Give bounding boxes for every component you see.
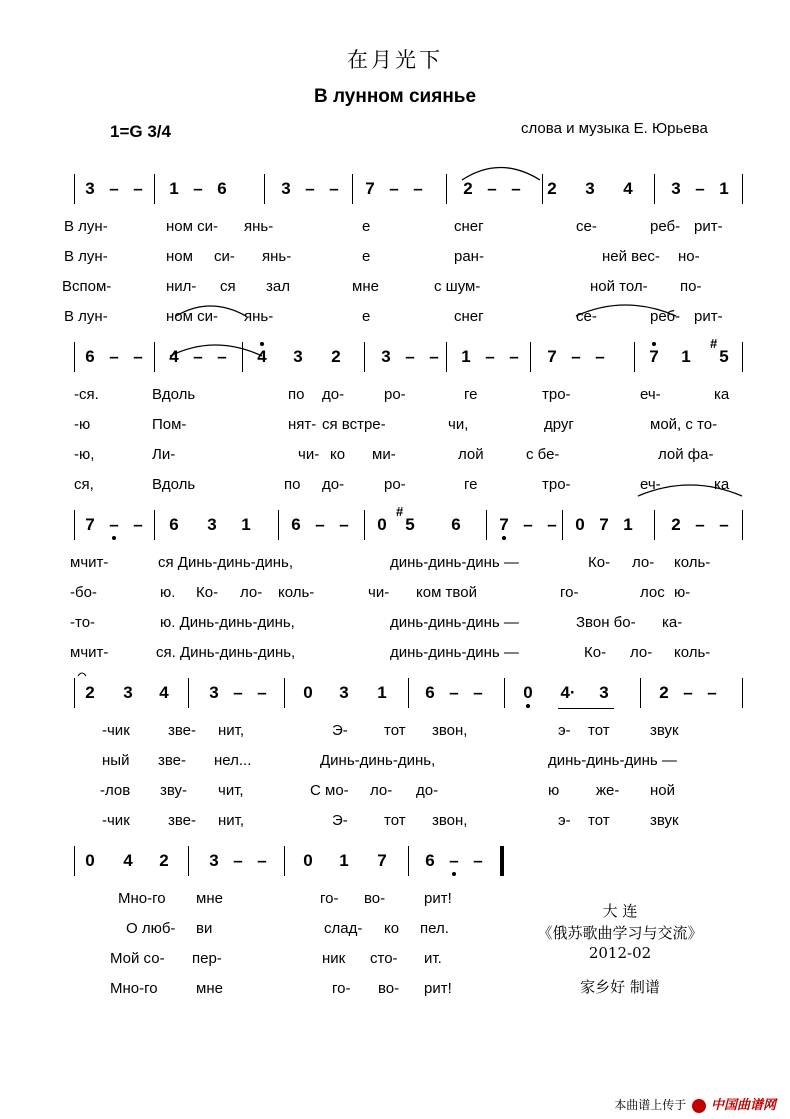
lyric-syllable: го- <box>320 890 339 907</box>
dash: – <box>233 683 243 702</box>
lyric-syllable: Ко- <box>588 554 611 571</box>
lyric-syllable: В лун- <box>64 218 108 235</box>
dash: – <box>109 515 119 534</box>
lyric-syllable: ной тол- <box>590 278 648 295</box>
lyric-syllable: В лун- <box>64 308 108 325</box>
dash: – <box>233 851 243 870</box>
dash: – <box>707 683 717 702</box>
lyric-syllable: коль- <box>674 644 711 661</box>
lyric-syllable: ге <box>464 386 478 403</box>
lyric-syllable: нит, <box>218 812 245 829</box>
note: 3 <box>671 179 681 198</box>
lyric-syllable: коль- <box>674 554 711 571</box>
lyric-syllable: ю. <box>160 584 176 601</box>
lyric-syllable: ник <box>322 950 346 967</box>
lyric-syllable: но- <box>678 248 700 265</box>
sharp-sign: # <box>710 336 718 351</box>
lyric-syllable: динь-динь-динь — <box>390 644 519 661</box>
dash: – <box>473 851 483 870</box>
lyric-syllable: снег <box>454 308 484 325</box>
note: 1 <box>169 179 179 198</box>
lyric-syllable: тот <box>588 722 610 739</box>
lyric-syllable: мчит- <box>70 554 109 571</box>
lyric-syllable: ся Динь-динь-динь, <box>158 554 294 571</box>
lyric-syllable: -чик <box>102 812 130 829</box>
lyric-syllable: нят- <box>288 416 317 433</box>
signature-date: 2012-02 <box>588 944 652 962</box>
note: 6 <box>425 683 435 702</box>
lyric-syllable: тот <box>384 722 406 739</box>
lyric-syllable: -лов <box>100 782 131 799</box>
footer <box>614 1094 776 1113</box>
slur <box>170 345 262 356</box>
lyric-syllable: рит- <box>694 308 723 325</box>
dash: – <box>315 515 325 534</box>
lyric-syllable: ный <box>102 752 130 769</box>
lyric-syllable: тот <box>384 812 406 829</box>
lyric-syllable: тот <box>588 812 610 829</box>
dash: – <box>389 179 399 198</box>
lyric-syllable: динь-динь-динь — <box>390 614 519 631</box>
lyric-syllable: Ко- <box>584 644 607 661</box>
dash: – <box>413 179 423 198</box>
lyric-syllable: мне <box>196 980 223 997</box>
lyric-syllable: си- <box>214 248 235 265</box>
note: 5 <box>719 347 729 366</box>
lyric-syllable: во- <box>378 980 400 997</box>
note: 0 <box>85 851 95 870</box>
slur <box>462 168 540 181</box>
note: 0 <box>377 515 387 534</box>
dash: – <box>305 179 315 198</box>
note: 4 <box>257 347 267 366</box>
dash: – <box>473 683 483 702</box>
lyric-syllable: ге <box>464 476 478 493</box>
lyric-syllable: тро- <box>542 476 571 493</box>
lyric-syllable: звук <box>650 812 679 829</box>
lyric-syllable: динь-динь-динь — <box>390 554 519 571</box>
lyric-syllable: Мой со- <box>110 950 165 967</box>
note: 0 <box>523 683 533 702</box>
lyric-syllable: друг <box>544 416 574 433</box>
note: 0 <box>575 515 585 534</box>
lyric-syllable: нил- <box>166 278 197 295</box>
signature-city: 大 连 <box>602 902 638 920</box>
lyric-syllable: Пом- <box>152 416 187 433</box>
lyric-syllable: реб- <box>650 308 681 325</box>
note: 2 <box>85 683 95 702</box>
note: 2 <box>671 515 681 534</box>
lyric-syllable: -ю <box>74 416 91 433</box>
signature-group: 《俄苏歌曲学习与交流》 <box>537 924 703 942</box>
note: 3 <box>381 347 391 366</box>
lyric-syllable: мне <box>352 278 379 295</box>
lyric-syllable: ном си- <box>166 308 218 325</box>
lyric-syllable: до- <box>416 782 439 799</box>
dash: – <box>695 179 705 198</box>
dash: – <box>511 179 521 198</box>
lyric-syllable: ка- <box>662 614 683 631</box>
lyric-syllable: ся, <box>74 476 94 493</box>
note: 7 <box>499 515 509 534</box>
lyric-syllable: коль- <box>278 584 315 601</box>
note: 4· <box>560 683 576 702</box>
lyric-syllable: ро- <box>384 386 406 403</box>
lyric-syllable: ло- <box>630 644 653 661</box>
note: 2 <box>331 347 341 366</box>
lyric-syllable: ся встре- <box>322 416 386 433</box>
lyric-syllable: зву- <box>160 782 188 799</box>
note: 3 <box>281 179 291 198</box>
lyric-syllable: чи, <box>448 416 469 433</box>
dash: – <box>193 179 203 198</box>
lyric-syllable: ка <box>714 386 730 403</box>
lyric-syllable: Мно-го <box>118 890 166 907</box>
lyric-syllable: зве- <box>158 752 187 769</box>
lyric-syllable: Звон бо- <box>576 614 636 631</box>
note: 3 <box>85 179 95 198</box>
note: 1 <box>719 179 729 198</box>
dash: – <box>595 347 605 366</box>
lyric-syllable: Э- <box>332 812 348 829</box>
lyric-syllable: мчит- <box>70 644 109 661</box>
lyric-syllable: ся. Динь-динь-динь, <box>156 644 296 661</box>
lyric-syllable: до- <box>322 386 345 403</box>
key-signature: 1=G 3/4 <box>110 122 171 141</box>
title-chinese: 在月光下 <box>347 48 443 72</box>
lyric-syllable: Э- <box>332 722 348 739</box>
note: 6 <box>217 179 227 198</box>
lyric-syllable: ка <box>714 476 730 493</box>
note: 1 <box>623 515 633 534</box>
note: 7 <box>365 179 375 198</box>
lyric-syllable: нел... <box>214 752 252 769</box>
lyric-syllable: снег <box>454 218 484 235</box>
lyric-syllable: ко <box>330 446 346 463</box>
lyric-syllable: зве- <box>168 812 197 829</box>
lyric-syllable: рит! <box>424 890 452 907</box>
lyric-syllable: лос <box>640 584 665 601</box>
dash: – <box>719 515 729 534</box>
note: 7 <box>377 851 387 870</box>
lyric-syllable: янь- <box>244 308 274 325</box>
note: 6 <box>85 347 95 366</box>
note: 3 <box>599 683 609 702</box>
lyric-syllable: еч- <box>640 476 661 493</box>
dash: – <box>571 347 581 366</box>
lyric-syllable: чи- <box>298 446 320 463</box>
lyric-syllable: ся <box>220 278 236 295</box>
lyric-syllable: ло- <box>370 782 393 799</box>
signature-author: 家乡好 制谱 <box>580 978 660 996</box>
lyric-syllable: слад- <box>324 920 363 937</box>
lyric-syllable: звон, <box>432 722 468 739</box>
lyric-syllable: е <box>362 218 371 235</box>
dash: – <box>509 347 519 366</box>
note: 3 <box>207 515 217 534</box>
dash: – <box>109 347 119 366</box>
lyric-syllable: ю <box>548 782 560 799</box>
note: 1 <box>339 851 349 870</box>
lyric-syllable: э- <box>558 722 571 739</box>
lyric-syllable: же- <box>596 782 620 799</box>
note: 3 <box>293 347 303 366</box>
dash: – <box>429 347 439 366</box>
lyric-syllable: по <box>288 386 305 403</box>
lyric-syllable: еч- <box>640 386 661 403</box>
lyric-syllable: по <box>284 476 301 493</box>
dash: – <box>449 683 459 702</box>
lyric-syllable: ви <box>196 920 213 937</box>
dash: – <box>329 179 339 198</box>
note: 7 <box>649 347 659 366</box>
slur <box>638 485 742 496</box>
lyric-syllable: ю. Динь-динь-динь, <box>160 614 295 631</box>
lyric-syllable: се- <box>576 218 597 235</box>
lyric-syllable: янь- <box>244 218 274 235</box>
lyric-syllable: -ся. <box>74 386 99 403</box>
note: 3 <box>209 683 219 702</box>
lyric-syllable: э- <box>558 812 571 829</box>
note: 3 <box>339 683 349 702</box>
dash: – <box>485 347 495 366</box>
lyric-syllable: чит, <box>218 782 244 799</box>
slur <box>78 673 86 676</box>
note: 7 <box>547 347 557 366</box>
note: 2 <box>659 683 669 702</box>
dash: – <box>257 851 267 870</box>
lyric-syllable: В лун- <box>64 248 108 265</box>
lyric-syllable: Динь-динь-динь, <box>320 752 436 769</box>
lyric-syllable: Вдоль <box>152 386 196 403</box>
lyric-syllable: пер- <box>192 950 222 967</box>
lyric-syllable: динь-динь-динь — <box>548 752 677 769</box>
note: 1 <box>461 347 471 366</box>
lyric-syllable: Ко- <box>196 584 219 601</box>
lyric-syllable: ном <box>166 248 193 265</box>
slur <box>576 305 676 316</box>
dash: – <box>547 515 557 534</box>
lyric-syllable: рит- <box>694 218 723 235</box>
lyric-syllable: сто- <box>370 950 398 967</box>
note: 6 <box>451 515 461 534</box>
lyric-syllable: лой <box>458 446 484 463</box>
lyric-syllable: Мно-го <box>110 980 158 997</box>
lyric-syllable: рит! <box>424 980 452 997</box>
note: 2 <box>463 179 473 198</box>
note: 6 <box>291 515 301 534</box>
dash: – <box>257 683 267 702</box>
lyric-syllable: чи- <box>368 584 390 601</box>
dash: – <box>339 515 349 534</box>
footer-brand[interactable]: 中国曲谱网 <box>710 1097 776 1112</box>
lyric-syllable: с шум- <box>434 278 481 295</box>
lyric-syllable: по- <box>680 278 702 295</box>
lyric-syllable: ло- <box>632 554 655 571</box>
note: 5 <box>405 515 415 534</box>
note: 0 <box>303 683 313 702</box>
lyric-syllable: нит, <box>218 722 245 739</box>
note: 1 <box>241 515 251 534</box>
lyric-syllable: тро- <box>542 386 571 403</box>
lyric-syllable: ю- <box>674 584 691 601</box>
lyric-syllable: реб- <box>650 218 681 235</box>
lyric-syllable: е <box>362 308 371 325</box>
dash: – <box>695 515 705 534</box>
lyric-syllable: го- <box>332 980 351 997</box>
note: 7 <box>85 515 95 534</box>
lyric-syllable: С мо- <box>310 782 349 799</box>
dash: – <box>193 347 203 366</box>
lyric-syllable: ком твой <box>416 584 477 601</box>
lyric-syllable: звук <box>650 722 679 739</box>
credit: слова и музыка Е. Юрьева <box>521 120 708 137</box>
dash: – <box>449 851 459 870</box>
lyric-syllable: ран- <box>454 248 484 265</box>
footer-upload-text: 本曲谱上传于 <box>614 1098 687 1112</box>
dash: – <box>405 347 415 366</box>
dash: – <box>683 683 693 702</box>
lyric-syllable: звон, <box>432 812 468 829</box>
lyric-syllable: во- <box>364 890 386 907</box>
lyric-syllable: ном си- <box>166 218 218 235</box>
sharp-sign: # <box>396 504 404 519</box>
lyric-syllable: янь- <box>262 248 292 265</box>
lyric-syllable: се- <box>576 308 597 325</box>
dash: – <box>217 347 227 366</box>
note: 2 <box>159 851 169 870</box>
lyric-syllable: О люб- <box>126 920 176 937</box>
lyric-syllable: зал <box>266 278 290 295</box>
dash: – <box>133 179 143 198</box>
lyric-syllable: -чик <box>102 722 130 739</box>
note: 6 <box>425 851 435 870</box>
note: 2 <box>547 179 557 198</box>
note: 3 <box>123 683 133 702</box>
note: 0 <box>303 851 313 870</box>
lyric-syllable: до- <box>322 476 345 493</box>
note: 4 <box>623 179 633 198</box>
lyric-syllable: ной <box>650 782 676 799</box>
lyric-syllable: пел. <box>420 920 449 937</box>
note: 1 <box>681 347 691 366</box>
lyric-syllable: ко <box>384 920 400 937</box>
lyric-syllable: -бо- <box>70 584 97 601</box>
lyric-syllable: го- <box>560 584 579 601</box>
note: 7 <box>599 515 609 534</box>
lyric-syllable: ми- <box>372 446 396 463</box>
lyric-syllable: мой, с то- <box>650 416 718 433</box>
lyric-syllable: Ли- <box>152 446 176 463</box>
lyric-syllable: ро- <box>384 476 406 493</box>
lyric-syllable: ит. <box>424 950 442 967</box>
lyric-syllable: лой фа- <box>658 446 714 463</box>
note: 3 <box>585 179 595 198</box>
dash: – <box>133 515 143 534</box>
note: 6 <box>169 515 179 534</box>
note: 4 <box>123 851 133 870</box>
note: 4 <box>169 347 179 366</box>
lyric-syllable: Вспом- <box>62 278 112 295</box>
dash: – <box>487 179 497 198</box>
lyric-syllable: -то- <box>70 614 96 631</box>
title-russian: В лунном сиянье <box>313 86 477 107</box>
note: 1 <box>377 683 387 702</box>
lyric-syllable: с бе- <box>526 446 560 463</box>
dash: – <box>109 179 119 198</box>
dash: – <box>133 347 143 366</box>
lyric-syllable: ло- <box>240 584 263 601</box>
note: 3 <box>209 851 219 870</box>
note: 4 <box>159 683 169 702</box>
lyric-syllable: мне <box>196 890 223 907</box>
lyric-syllable: -ю, <box>74 446 95 463</box>
lyric-syllable: зве- <box>168 722 197 739</box>
lyric-syllable: е <box>362 248 371 265</box>
footer-logo-icon <box>692 1099 706 1113</box>
lyric-syllable: ней вес- <box>602 248 660 265</box>
slur <box>176 306 246 316</box>
dash: – <box>523 515 533 534</box>
lyric-syllable: Вдоль <box>152 476 196 493</box>
